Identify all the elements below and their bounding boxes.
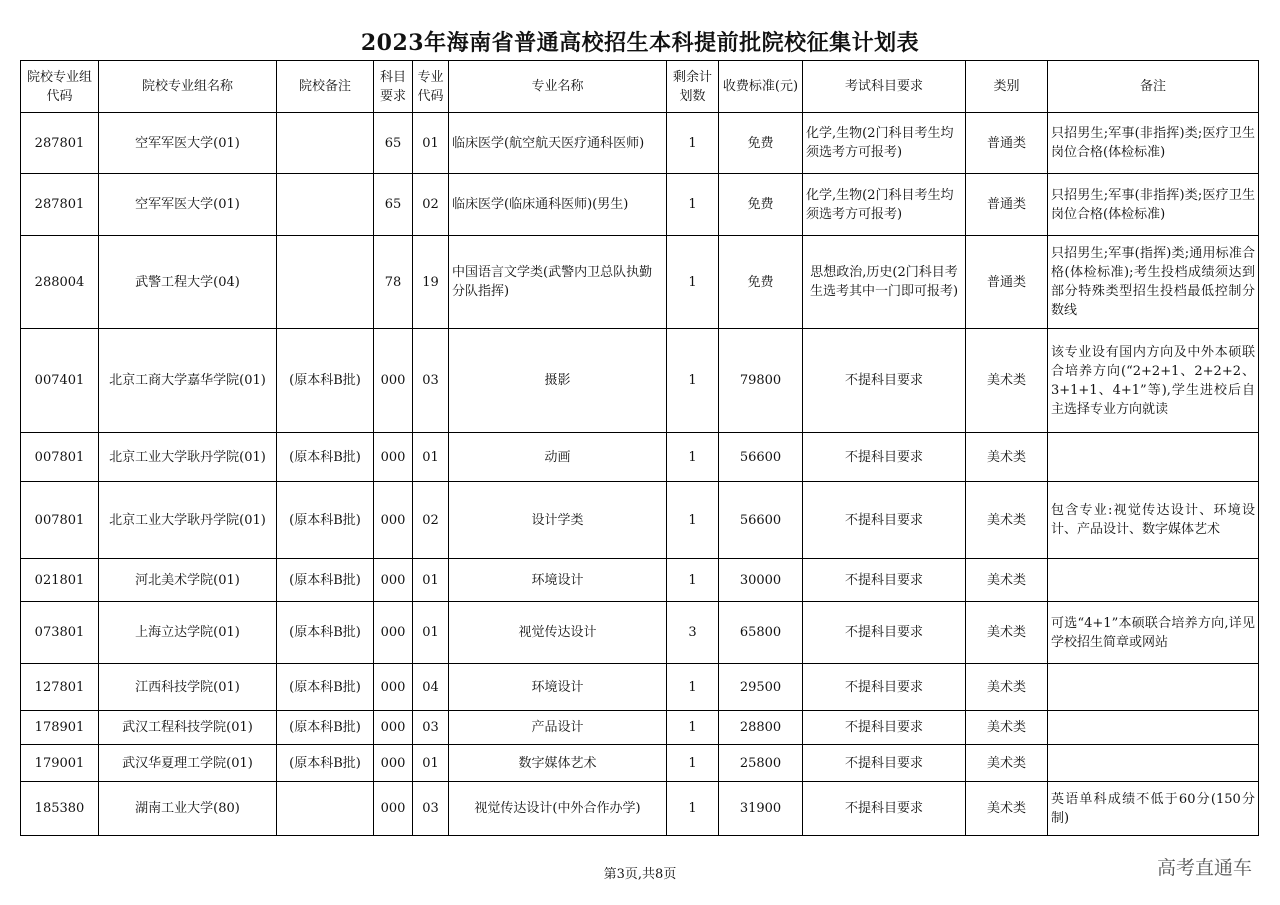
cell-group: 武汉工程科技学院(01) [99, 711, 277, 745]
cell-subject-requirement: 000 [374, 664, 413, 711]
cell-fee: 28800 [719, 711, 803, 745]
watermark: 高考直通车 [1156, 857, 1252, 879]
cell-exam-subjects: 不提科目要求 [803, 433, 966, 482]
cell-subject-requirement: 000 [374, 602, 413, 664]
cell-fee: 79800 [719, 329, 803, 433]
table-row [21, 711, 1259, 745]
cell-subject-requirement: 000 [374, 782, 413, 836]
enrollment-plan-table [20, 60, 1259, 836]
cell-note: 该专业设有国内方向及中外本硕联合培养方向(“2+2+1、2+2+2、3+1+1、4+1”等),学生进校后自主选择专业方向就读 [1048, 329, 1259, 433]
cell-note [1048, 433, 1259, 482]
cell-subject-requirement: 78 [374, 236, 413, 329]
cell-major-code: 01 [413, 433, 449, 482]
cell-subject-requirement: 000 [374, 329, 413, 433]
cell-category: 美术类 [966, 482, 1048, 559]
cell-group: 空军军医大学(01) [99, 174, 277, 236]
cell-code: 073801 [21, 602, 99, 664]
cell-subject-requirement: 000 [374, 711, 413, 745]
cell-code: 179001 [21, 745, 99, 782]
cell-remaining-plan: 1 [667, 664, 719, 711]
cell-major-code: 03 [413, 329, 449, 433]
cell-major-code: 19 [413, 236, 449, 329]
cell-major: 视觉传达设计 [449, 602, 667, 664]
table-row [21, 482, 1259, 559]
cell-exam-subjects: 化学,生物(2门科目考生均须选考方可报考) [803, 174, 966, 236]
page-title: 2023年海南省普通高校招生本科提前批院校征集计划表 [360, 30, 920, 56]
cell-fee: 31900 [719, 782, 803, 836]
cell-subject-requirement: 000 [374, 433, 413, 482]
cell-remaining-plan: 1 [667, 113, 719, 174]
cell-code: 287801 [21, 174, 99, 236]
cell-major-code: 01 [413, 602, 449, 664]
table-row [21, 174, 1259, 236]
cell-major: 产品设计 [449, 711, 667, 745]
cell-fee: 25800 [719, 745, 803, 782]
table-row [21, 745, 1259, 782]
cell-group: 北京工业大学耿丹学院(01) [99, 433, 277, 482]
cell-group: 武警工程大学(04) [99, 236, 277, 329]
cell-group: 上海立达学院(01) [99, 602, 277, 664]
table-row [21, 664, 1259, 711]
cell-code: 287801 [21, 113, 99, 174]
cell-code: 127801 [21, 664, 99, 711]
header-note: 备注 [1048, 61, 1259, 113]
cell-group: 江西科技学院(01) [99, 664, 277, 711]
cell-subject-requirement: 000 [374, 559, 413, 602]
cell-major-code: 02 [413, 482, 449, 559]
cell-remaining-plan: 1 [667, 782, 719, 836]
cell-category: 美术类 [966, 559, 1048, 602]
cell-note: 英语单科成绩不低于60分(150分制) [1048, 782, 1259, 836]
cell-remaining-plan: 1 [667, 433, 719, 482]
header-fee: 收费标准(元) [719, 61, 803, 113]
cell-group: 湖南工业大学(80) [99, 782, 277, 836]
cell-category: 美术类 [966, 664, 1048, 711]
cell-code: 007801 [21, 433, 99, 482]
cell-category: 美术类 [966, 745, 1048, 782]
cell-group: 河北美术学院(01) [99, 559, 277, 602]
cell-exam-subjects: 不提科目要求 [803, 745, 966, 782]
cell-fee: 65800 [719, 602, 803, 664]
cell-exam-subjects: 不提科目要求 [803, 559, 966, 602]
cell-major-code: 01 [413, 113, 449, 174]
header-major-code: 专业代码 [413, 61, 449, 113]
cell-note: 包含专业:视觉传达设计、环境设计、产品设计、数字媒体艺术 [1048, 482, 1259, 559]
cell-major: 环境设计 [449, 664, 667, 711]
cell-category: 美术类 [966, 782, 1048, 836]
cell-remaining-plan: 1 [667, 711, 719, 745]
cell-major-code: 03 [413, 711, 449, 745]
header-remaining-plan: 剩余计划数 [667, 61, 719, 113]
cell-remaining-plan: 1 [667, 174, 719, 236]
cell-remaining-plan: 1 [667, 482, 719, 559]
cell-major-code: 02 [413, 174, 449, 236]
cell-note [1048, 745, 1259, 782]
cell-remark: (原本科B批) [277, 664, 374, 711]
cell-major-code: 04 [413, 664, 449, 711]
cell-major: 数字媒体艺术 [449, 745, 667, 782]
cell-code: 288004 [21, 236, 99, 329]
cell-note: 可选“4+1”本硕联合培养方向,详见学校招生简章或网站 [1048, 602, 1259, 664]
cell-group: 北京工商大学嘉华学院(01) [99, 329, 277, 433]
cell-major: 临床医学(航空航天医疗通科医师) [449, 113, 667, 174]
table-row [21, 782, 1259, 836]
cell-note: 只招男生;军事(指挥)类;通用标准合格(体检标准);考生投档成绩须达到部分特殊类型招生投档最低控制分数线 [1048, 236, 1259, 329]
cell-major-code: 01 [413, 745, 449, 782]
cell-category: 美术类 [966, 711, 1048, 745]
cell-exam-subjects: 不提科目要求 [803, 329, 966, 433]
header-category: 类别 [966, 61, 1048, 113]
cell-remaining-plan: 1 [667, 559, 719, 602]
cell-subject-requirement: 000 [374, 482, 413, 559]
cell-group: 北京工业大学耿丹学院(01) [99, 482, 277, 559]
cell-major: 摄影 [449, 329, 667, 433]
cell-remark: (原本科B批) [277, 711, 374, 745]
cell-remark: (原本科B批) [277, 745, 374, 782]
cell-note [1048, 711, 1259, 745]
table-row [21, 236, 1259, 329]
cell-group: 武汉华夏理工学院(01) [99, 745, 277, 782]
cell-major: 中国语言文学类(武警内卫总队执勤分队指挥) [449, 236, 667, 329]
cell-code: 185380 [21, 782, 99, 836]
cell-note [1048, 559, 1259, 602]
cell-major: 视觉传达设计(中外合作办学) [449, 782, 667, 836]
cell-group: 空军军医大学(01) [99, 113, 277, 174]
header-major: 专业名称 [449, 61, 667, 113]
cell-subject-requirement: 000 [374, 745, 413, 782]
cell-remark [277, 236, 374, 329]
cell-code: 178901 [21, 711, 99, 745]
cell-fee: 免费 [719, 236, 803, 329]
cell-remaining-plan: 1 [667, 236, 719, 329]
cell-major: 环境设计 [449, 559, 667, 602]
cell-remark [277, 113, 374, 174]
cell-major: 临床医学(临床通科医师)(男生) [449, 174, 667, 236]
cell-code: 007401 [21, 329, 99, 433]
header-group: 院校专业组名称 [99, 61, 277, 113]
cell-note [1048, 664, 1259, 711]
cell-category: 普通类 [966, 174, 1048, 236]
cell-exam-subjects: 不提科目要求 [803, 482, 966, 559]
cell-exam-subjects: 不提科目要求 [803, 664, 966, 711]
cell-remark: (原本科B批) [277, 433, 374, 482]
cell-category: 普通类 [966, 113, 1048, 174]
header-subject-requirement: 科目要求 [374, 61, 413, 113]
table-row [21, 433, 1259, 482]
cell-category: 美术类 [966, 329, 1048, 433]
cell-fee: 29500 [719, 664, 803, 711]
cell-remaining-plan: 1 [667, 745, 719, 782]
cell-code: 007801 [21, 482, 99, 559]
page-number: 第3页,共8页 [603, 867, 677, 882]
cell-fee: 56600 [719, 482, 803, 559]
cell-category: 美术类 [966, 433, 1048, 482]
cell-exam-subjects: 不提科目要求 [803, 711, 966, 745]
cell-fee: 56600 [719, 433, 803, 482]
cell-remaining-plan: 1 [667, 329, 719, 433]
cell-major-code: 03 [413, 782, 449, 836]
cell-exam-subjects: 化学,生物(2门科目考生均须选考方可报考) [803, 113, 966, 174]
table-row [21, 559, 1259, 602]
cell-remaining-plan: 3 [667, 602, 719, 664]
cell-exam-subjects: 不提科目要求 [803, 602, 966, 664]
header-code: 院校专业组代码 [21, 61, 99, 113]
cell-major-code: 01 [413, 559, 449, 602]
cell-category: 美术类 [966, 602, 1048, 664]
cell-fee: 30000 [719, 559, 803, 602]
cell-exam-subjects: 不提科目要求 [803, 782, 966, 836]
table-row [21, 329, 1259, 433]
table-row [21, 113, 1259, 174]
cell-exam-subjects: 思想政治,历史(2门科目考生选考其中一门即可报考) [803, 236, 966, 329]
header-remark: 院校备注 [277, 61, 374, 113]
cell-note: 只招男生;军事(非指挥)类;医疗卫生岗位合格(体检标准) [1048, 174, 1259, 236]
cell-remark: (原本科B批) [277, 559, 374, 602]
cell-fee: 免费 [719, 113, 803, 174]
cell-code: 021801 [21, 559, 99, 602]
header-row [21, 61, 1259, 113]
cell-fee: 免费 [719, 174, 803, 236]
cell-subject-requirement: 65 [374, 113, 413, 174]
cell-note: 只招男生;军事(非指挥)类;医疗卫生岗位合格(体检标准) [1048, 113, 1259, 174]
cell-remark: (原本科B批) [277, 329, 374, 433]
cell-remark: (原本科B批) [277, 602, 374, 664]
table-row [21, 602, 1259, 664]
header-exam-subjects: 考试科目要求 [803, 61, 966, 113]
cell-major: 动画 [449, 433, 667, 482]
cell-remark: (原本科B批) [277, 482, 374, 559]
cell-category: 普通类 [966, 236, 1048, 329]
cell-major: 设计学类 [449, 482, 667, 559]
cell-remark [277, 174, 374, 236]
cell-remark [277, 782, 374, 836]
cell-subject-requirement: 65 [374, 174, 413, 236]
